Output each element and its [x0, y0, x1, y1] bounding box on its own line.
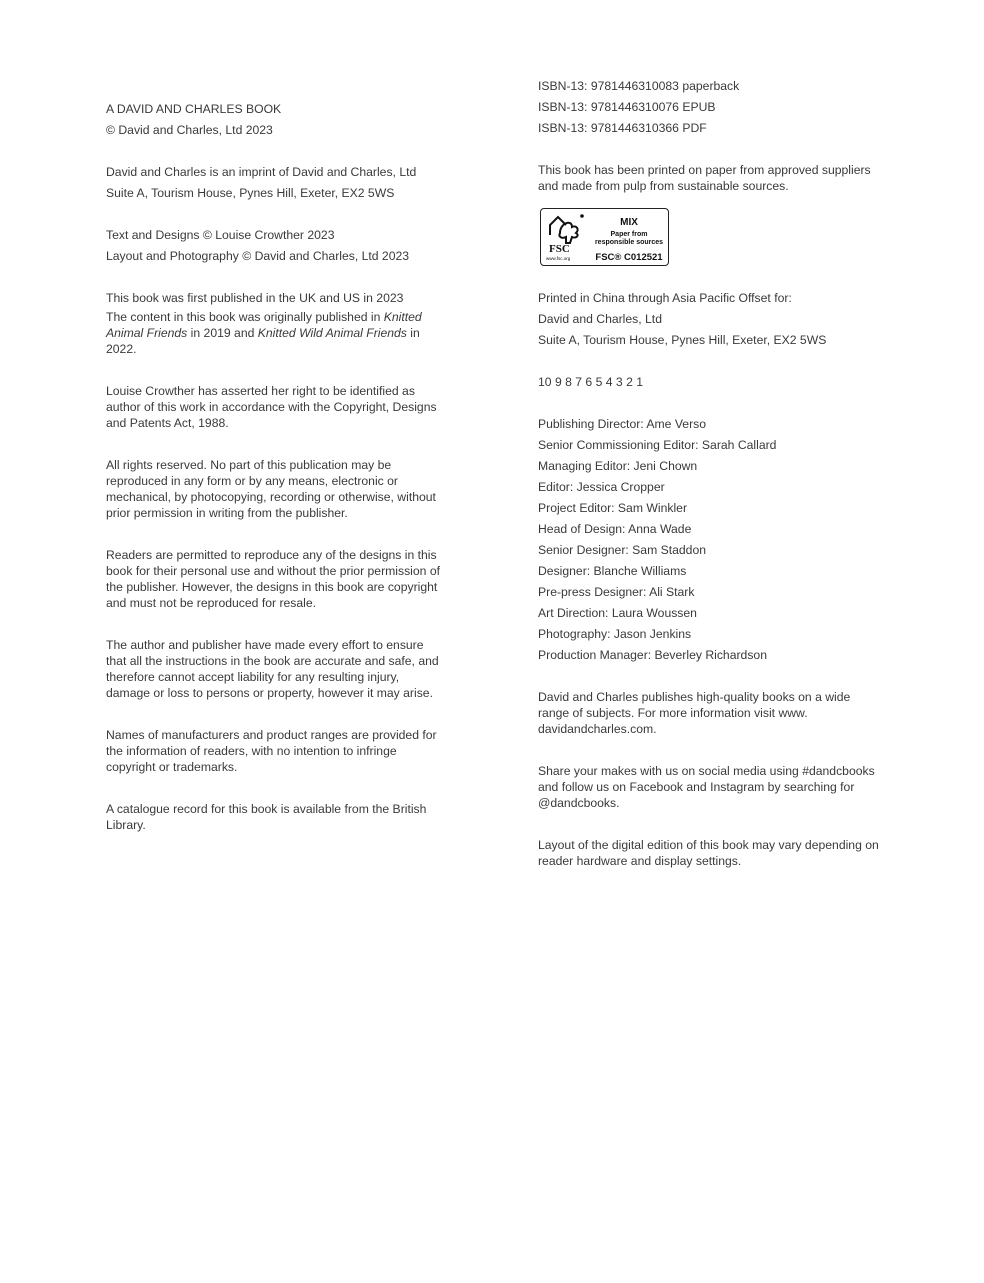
publisher-info-text: David and Charles publishes high-quality books on a wide range of subjects. For more information visit www. davidandcharles.com. [538, 690, 851, 736]
publisher-address: Suite A, Tourism House, Pynes Hill, Exeter, EX2 5WS [106, 186, 395, 200]
credit-line: Senior Commissioning Editor: Sarah Callard [538, 438, 777, 452]
reproduction-block [106, 547, 446, 611]
social-block [538, 763, 883, 811]
rights-reserved-block [106, 457, 446, 521]
isbn-block [538, 78, 883, 136]
imprint-block [106, 101, 446, 138]
fsc-text-group [592, 217, 666, 263]
isbn-pdf: ISBN-13: 9781446310366 PDF [538, 121, 707, 135]
catalogue-text: A catalogue record for this book is available from the British Library. [106, 802, 427, 832]
design-credits-block [106, 227, 446, 264]
credit-line: Editor: Jessica Cropper [538, 480, 665, 494]
catalogue-block [106, 801, 446, 833]
publisher-info-block [538, 689, 883, 737]
rights-reserved-text: All rights reserved. No part of this publication may be reproduced in any form or by any means, electronic or mechanical, by photocopying, recording or otherwise, without prior permission in writing from the publisher. [106, 458, 436, 520]
manufacturers-text: Names of manufacturers and product ranges are provided for the information of readers, with no intention to infringe copyright or trademarks. [106, 728, 437, 774]
fsc-mix: MIX [620, 217, 638, 228]
moral-rights-block [106, 383, 446, 431]
credit-line: Publishing Director: Ame Verso [538, 417, 706, 431]
moral-rights-text: Louise Crowther has asserted her right to be identified as author of this work in accordance with the Copyright, Designs and Patents Act, 1988. [106, 384, 437, 430]
imprint-copyright: © David and Charles, Ltd 2023 [106, 123, 273, 137]
credit-line: Designer: Blanche Williams [538, 564, 687, 578]
liability-text: The author and publisher have made every effort to ensure that all the instructions in the book are accurate and safe, and therefore cannot accept liability for any resulting injury, damage or loss to persons or property, however it may arise. [106, 638, 439, 700]
digital-edition-block [538, 837, 883, 869]
paper-block [538, 162, 883, 194]
fsc-sub-1: Paper from [610, 231, 648, 238]
credit-line: Head of Design: Anna Wade [538, 522, 692, 536]
printed-block [538, 290, 883, 348]
original-title-2: Knitted Wild Animal Friends [257, 326, 407, 340]
printed-publisher: David and Charles, Ltd [538, 312, 662, 326]
credits-block [538, 416, 883, 663]
original-content-middle: in 2019 and [187, 326, 258, 340]
credit-line: Project Editor: Sam Winkler [538, 501, 687, 515]
fsc-sub-2: responsible sources [594, 239, 664, 246]
imprint-of-line: David and Charles is an imprint of David and Charles, Ltd [106, 165, 417, 179]
fsc-tree-icon [546, 213, 586, 245]
credit-line: Managing Editor: Jeni Chown [538, 459, 698, 473]
manufacturers-block [106, 727, 446, 775]
social-text: Share your makes with us on social media using #dandcbooks and follow us on Facebook and Instagram by searching for @dandcbooks. [538, 764, 875, 810]
original-title-1: Knitted Animal Friends [106, 310, 422, 340]
imprint-of-block [106, 164, 446, 201]
print-line-block [538, 374, 883, 390]
liability-block [106, 637, 446, 701]
layout-photography-copyright: Layout and Photography © David and Charles, Ltd 2023 [106, 249, 410, 263]
imprint-title: A DAVID AND CHARLES BOOK [106, 102, 282, 116]
isbn-paperback: ISBN-13: 9781446310083 paperback [538, 79, 740, 93]
digital-edition-text: Layout of the digital edition of this book may vary depending on reader hardware and display settings. [538, 838, 879, 868]
original-content-line [106, 309, 446, 357]
original-content-suffix: in 2022. [106, 326, 420, 356]
fsc-logo-label: FSC [549, 243, 570, 255]
credit-line: Photography: Jason Jenkins [538, 627, 692, 641]
print-line: 10 9 8 7 6 5 4 3 2 1 [538, 375, 644, 389]
publication-history-block [106, 290, 446, 357]
reproduction-text: Readers are permitted to reproduce any of the designs in this book for their personal use and without the prior permission of the publisher. However, the designs in this book are copyright and must not be reproduced for resale. [106, 548, 440, 610]
credit-line: Pre-press Designer: Ali Stark [538, 585, 695, 599]
paper-text: This book has been printed on paper from approved suppliers and made from pulp from sustainable sources. [538, 163, 871, 193]
first-published-line: This book was first published in the UK and US in 2023 [106, 291, 404, 305]
credit-line: Senior Designer: Sam Staddon [538, 543, 707, 557]
fsc-code: FSC® C012521 [595, 252, 663, 263]
isbn-epub: ISBN-13: 9781446310076 EPUB [538, 100, 716, 114]
left-column [106, 101, 446, 859]
printed-address: Suite A, Tourism House, Pynes Hill, Exeter, EX2 5WS [538, 333, 827, 347]
right-column [538, 78, 883, 895]
credit-line: Art Direction: Laura Woussen [538, 606, 697, 620]
credit-line: Production Manager: Beverley Richardson [538, 648, 767, 662]
fsc-logo-badge [540, 208, 669, 266]
printed-line: Printed in China through Asia Pacific Offset for: [538, 291, 792, 305]
original-content-prefix: The content in this book was originally published in [106, 310, 384, 324]
text-designs-copyright: Text and Designs © Louise Crowther 2023 [106, 228, 335, 242]
fsc-url: www.fsc.org [546, 256, 571, 261]
